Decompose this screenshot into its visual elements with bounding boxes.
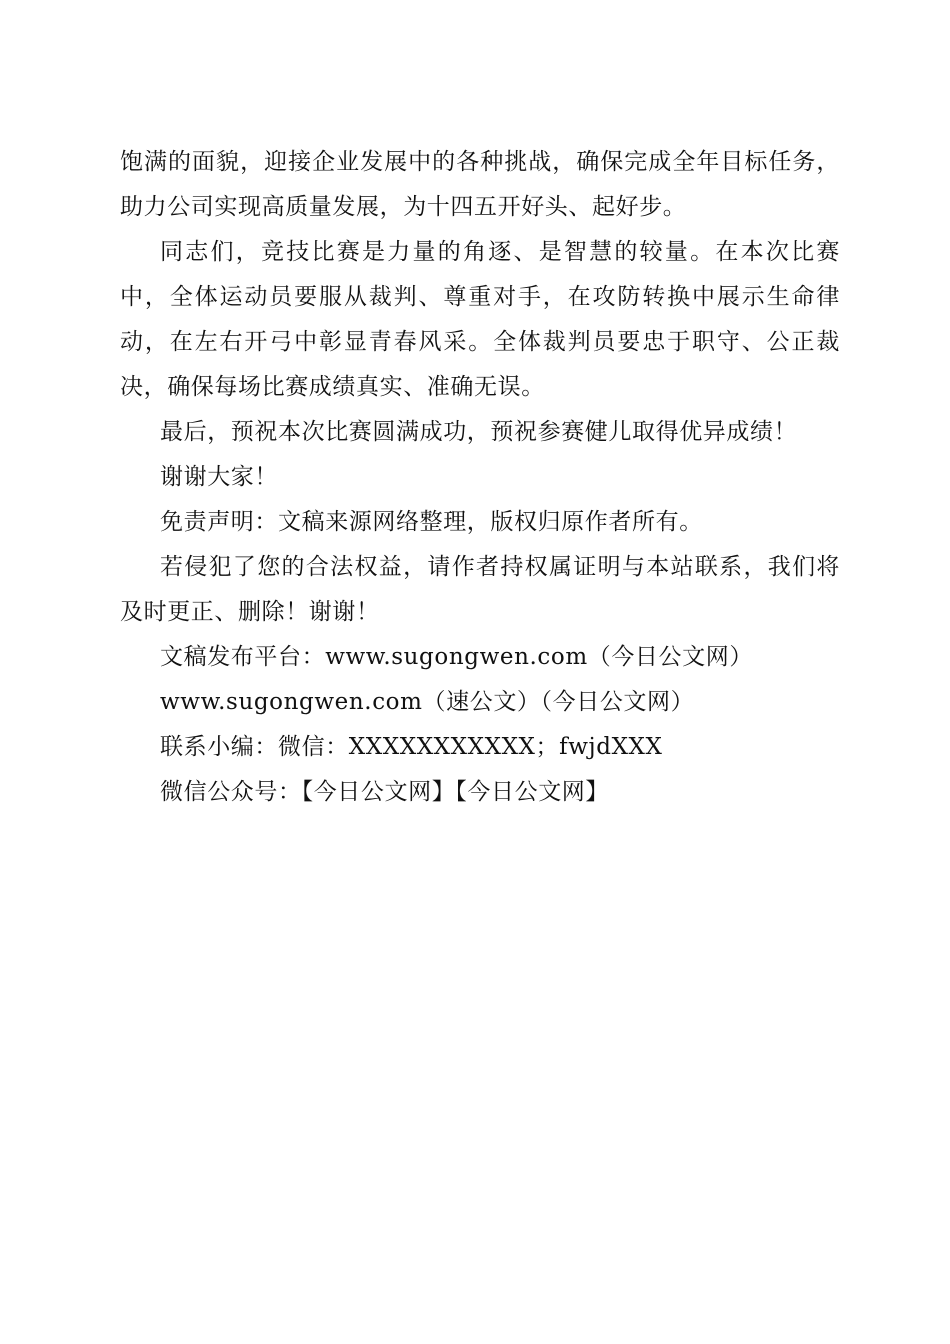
document-body bbox=[120, 140, 840, 815]
paragraph-thanks: 谢谢大家！ bbox=[160, 464, 278, 490]
paragraph-infringement-notice: 若侵犯了您的合法权益，请作者持权属证明与本站联系，我们将及时更正、删除！谢谢！ bbox=[120, 554, 840, 625]
paragraph-closing-wish: 最后，预祝本次比赛圆满成功，预祝参赛健儿取得优异成绩！ bbox=[160, 419, 798, 445]
paragraph-disclaimer: 免责声明：文稿来源网络整理，版权归原作者所有。 bbox=[160, 509, 703, 535]
paragraph-contact: 联系小编：微信：XXXXXXXXXXX；fwjdXXX bbox=[160, 734, 663, 760]
paragraph-wechat-account: 微信公众号：【今日公文网】【今日公文网】 bbox=[160, 779, 609, 805]
paragraph-website: www.sugongwen.com（速公文）（今日公文网） bbox=[160, 689, 695, 715]
paragraph-competition: 同志们，竞技比赛是力量的角逐、是智慧的较量。在本次比赛中，全体运动员要服从裁判、尊重对手，在攻防转换中展示生命律动，在左右开弓中彰显青春风采。全体裁判员要忠于职守、公正裁决，确保每场比赛成绩真实、准确无误。 bbox=[120, 239, 840, 400]
paragraph-publish-platform: 文稿发布平台：www.sugongwen.com（今日公文网） bbox=[160, 644, 753, 670]
paragraph-continuation: 饱满的面貌，迎接企业发展中的各种挑战，确保完成全年目标任务，助力公司实现高质量发展，为十四五开好头、起好步。 bbox=[120, 149, 840, 220]
